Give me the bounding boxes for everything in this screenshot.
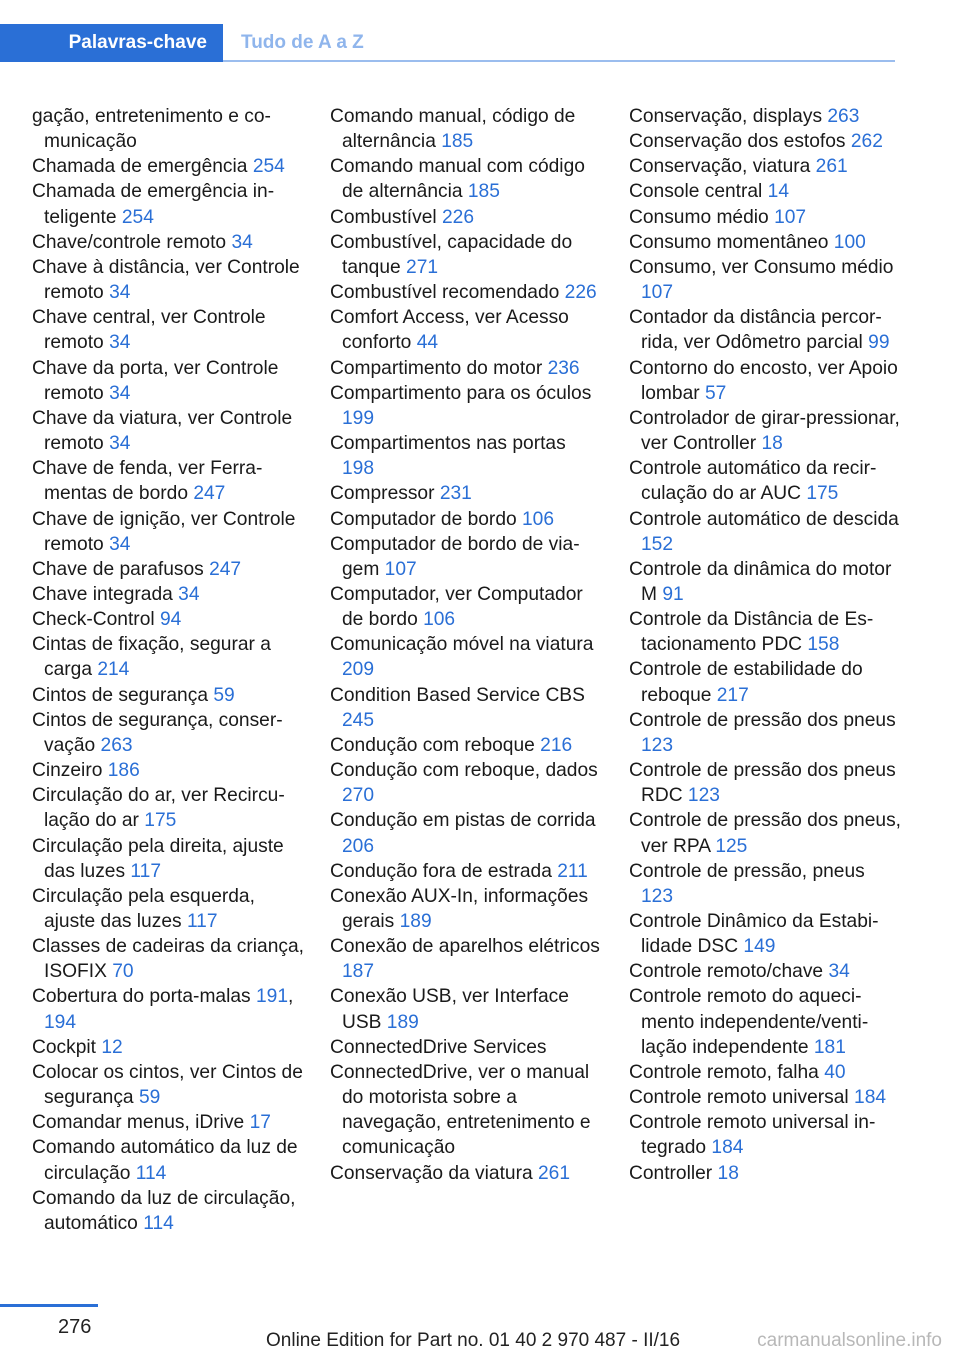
page-link[interactable]: 59 xyxy=(213,684,235,706)
index-entry xyxy=(32,305,304,355)
index-term: Contador da distância percorrida, ver Odômetro parcial xyxy=(629,307,882,354)
index-entry xyxy=(330,507,602,532)
index-term: Controlador de girar-pressionar, ver Controller xyxy=(629,407,900,455)
page-link[interactable]: 206 xyxy=(342,835,375,857)
page-link[interactable]: 34 xyxy=(231,231,253,253)
index-term: ConnectedDrive Services xyxy=(330,1036,547,1058)
index-term: Chave/controle remoto xyxy=(32,231,227,253)
index-term: Consumo, ver Consumo médio xyxy=(629,256,894,278)
page-link[interactable]: 91 xyxy=(662,583,684,605)
index-term: Chamada de emergência xyxy=(32,156,248,178)
index-term: Condução com reboque xyxy=(330,734,535,756)
index-entry xyxy=(629,657,901,707)
page-link[interactable]: 107 xyxy=(384,558,417,580)
index-entry xyxy=(32,834,304,884)
page-link[interactable]: 34 xyxy=(109,382,131,404)
index-entry xyxy=(32,255,304,305)
page-link[interactable]: 211 xyxy=(557,860,588,882)
index-term: Conservação, viatura xyxy=(629,156,811,178)
page-link[interactable]: 184 xyxy=(711,1137,744,1159)
index-entry xyxy=(629,557,901,607)
index-entry xyxy=(629,758,901,808)
index-term: Controle remoto/chave xyxy=(629,961,824,983)
index-term: Consumo momentâneo xyxy=(629,231,829,253)
index-term: Controle de pressão, pneus xyxy=(629,860,865,882)
page-link[interactable]: 107 xyxy=(641,282,674,304)
index-entry xyxy=(629,1110,901,1160)
edition-text: Online Edition for Part no. 01 40 2 970 487 - II/16 xyxy=(266,1330,681,1351)
index-entry xyxy=(629,104,901,129)
index-term: Circulação pela direita, ajuste das luzes xyxy=(32,835,284,882)
header-rule xyxy=(223,60,895,62)
index-entry xyxy=(330,934,602,984)
page-link[interactable]: 125 xyxy=(715,835,748,857)
index-entry xyxy=(330,532,602,582)
index-term: Controle remoto universal integrado xyxy=(629,1112,876,1159)
index-term: Cockpit xyxy=(32,1036,96,1058)
index-entry xyxy=(32,356,304,406)
index-term: ConnectedDrive, ver o manual do motorista sobre a navegação, entretenimento e comunicação xyxy=(330,1061,591,1159)
index-term: Colocar os cintos, ver Cintos de segurança xyxy=(32,1061,303,1109)
index-term: Conexão de aparelhos elétricos xyxy=(330,936,600,958)
page-link[interactable]: 114 xyxy=(135,1162,167,1184)
page-link[interactable]: 40 xyxy=(824,1061,846,1083)
index-entry xyxy=(330,1035,602,1060)
index-entry xyxy=(32,1060,304,1110)
index-entry xyxy=(330,733,602,758)
index-term: Controle da Distância de Estacionamento PDC xyxy=(629,609,874,656)
index-term: Compartimentos nas portas xyxy=(330,433,566,455)
page-link[interactable]: 34 xyxy=(178,583,200,605)
index-entry xyxy=(32,1186,304,1236)
index-term: Circulação pela esquerda, ajuste das luzes xyxy=(32,885,255,932)
index-entry xyxy=(629,959,901,984)
index-entry xyxy=(330,1161,602,1186)
index-term: Computador de bordo xyxy=(330,508,517,530)
index-column-1 xyxy=(32,104,304,1236)
index-entry xyxy=(32,708,304,758)
index-term: Conexão USB, ver Interface USB xyxy=(330,986,569,1033)
index-entry xyxy=(32,783,304,833)
index-entry xyxy=(629,205,901,230)
index-term: Comandar menus, iDrive xyxy=(32,1112,245,1134)
index-term: Computador de bordo de viagem xyxy=(330,533,580,580)
index-term: Cinzeiro xyxy=(32,760,103,782)
index-entry xyxy=(32,456,304,506)
index-term: Controle automático de descida xyxy=(629,508,899,530)
page-link[interactable]: 185 xyxy=(467,181,500,203)
index-term: Condução com reboque, dados xyxy=(330,760,598,782)
index-entry xyxy=(32,582,304,607)
page-link[interactable]: 186 xyxy=(107,760,140,782)
page-link[interactable]: 189 xyxy=(386,1011,419,1033)
index-term: Conservação da viatura xyxy=(330,1162,533,1184)
page-link[interactable]: 175 xyxy=(806,483,839,505)
index-entry xyxy=(32,179,304,229)
index-term: Combustível, capacidade do tanque xyxy=(330,231,573,278)
index-column-3 xyxy=(629,104,901,1186)
index-entry xyxy=(330,758,602,808)
index-term: Console central xyxy=(629,181,763,203)
index-term: Chave de parafusos xyxy=(32,558,204,580)
index-entry xyxy=(32,632,304,682)
index-term: Computador, ver Computador de bordo xyxy=(330,583,583,631)
index-term: Condução fora de estrada xyxy=(330,860,552,882)
index-entry xyxy=(32,1035,304,1060)
page-link[interactable]: 34 xyxy=(109,533,131,555)
page-link[interactable]: 231 xyxy=(439,483,472,505)
index-term: Consumo médio xyxy=(629,206,769,228)
index-term: Chave de ignição, ver Controle remoto xyxy=(32,508,296,555)
index-entry xyxy=(629,305,901,355)
index-entry xyxy=(629,154,901,179)
index-entry xyxy=(629,607,901,657)
index-term: Combustível xyxy=(330,206,437,228)
page-link[interactable]: 114 xyxy=(143,1212,174,1234)
page-link[interactable]: 106 xyxy=(522,508,555,530)
page-link[interactable]: 226 xyxy=(441,206,474,228)
index-entry xyxy=(629,507,901,557)
index-entry xyxy=(32,104,304,154)
index-entry xyxy=(330,632,602,682)
index-entry xyxy=(32,934,304,984)
page-link[interactable]: 34 xyxy=(109,332,131,354)
index-term: Cintas de fixação, segurar a carga xyxy=(32,634,271,681)
page-link[interactable]: 34 xyxy=(828,961,850,983)
page-link[interactable]: 117 xyxy=(186,911,218,932)
page-link[interactable]: 247 xyxy=(209,558,242,580)
page-link[interactable]: 191 xyxy=(255,986,288,1008)
page-link[interactable]: 245 xyxy=(342,709,375,731)
index-entry xyxy=(32,154,304,179)
index-entry xyxy=(32,1135,304,1185)
index-term: gação, entretenimento e comunicação xyxy=(32,106,271,153)
index-entry xyxy=(629,1085,901,1110)
index-entry xyxy=(32,1110,304,1135)
index-entry xyxy=(32,406,304,456)
index-entry xyxy=(629,808,901,858)
index-term: Conexão AUX-In, informações gerais xyxy=(330,885,589,932)
index-term: Controle remoto universal xyxy=(629,1087,849,1109)
page-link[interactable]: 214 xyxy=(97,659,130,681)
index-term: Chave à distância, ver Controle remoto xyxy=(32,256,300,304)
index-term: Controle de pressão dos pneus RDC xyxy=(629,760,896,807)
watermark: carmanualsonline.info xyxy=(757,1330,942,1351)
page-link[interactable]: 12 xyxy=(101,1036,123,1058)
index-term: Compartimento para os óculos xyxy=(330,382,592,404)
page-link[interactable]: 189 xyxy=(399,911,432,932)
index-entry xyxy=(629,406,901,456)
page-link[interactable]: 123 xyxy=(687,785,720,807)
index-entry xyxy=(629,230,901,255)
index-column-2 xyxy=(330,104,602,1186)
page-link[interactable]: 59 xyxy=(138,1087,161,1109)
index-term: Comando manual, código de alternância xyxy=(330,106,576,153)
index-entry xyxy=(330,683,602,733)
tab-tudo-de-a-a-z[interactable]: Tudo de A a Z xyxy=(241,32,364,53)
tab-palavras-chave[interactable]: Palavras-chave xyxy=(0,24,223,62)
index-entry xyxy=(330,230,602,280)
index-entry xyxy=(330,154,602,204)
index-entry xyxy=(330,104,602,154)
index-term: Conservação dos estofos xyxy=(629,131,846,153)
index-entry xyxy=(32,758,304,783)
page-link[interactable]: 123 xyxy=(641,885,674,907)
index-entry xyxy=(330,808,602,858)
page-link[interactable]: 34 xyxy=(109,282,131,304)
index-entry: Cobertura do porta-malas 191, 194 xyxy=(32,986,294,1033)
page-link[interactable]: 194 xyxy=(44,1011,77,1033)
index-entry xyxy=(32,557,304,582)
index-term: Compressor xyxy=(330,483,435,505)
index-term: Comando da luz de circulação, automático xyxy=(32,1187,296,1234)
index-term: Conservação, displays xyxy=(629,106,823,127)
index-term: Compartimento do motor xyxy=(330,357,543,379)
page-link[interactable]: 57 xyxy=(705,382,727,404)
page-link[interactable]: 184 xyxy=(854,1087,887,1109)
index-term: Contorno do encosto, ver Apoio lombar xyxy=(629,357,898,404)
index-entry xyxy=(330,305,602,355)
index-term: Cintos de segurança xyxy=(32,684,208,706)
page-link[interactable]: 262 xyxy=(850,131,883,153)
page-link[interactable]: 107 xyxy=(774,206,807,228)
index-entry xyxy=(32,230,304,255)
index-entry xyxy=(629,456,901,506)
page-link[interactable]: 117 xyxy=(130,860,161,882)
index-entry xyxy=(629,179,901,204)
index-entry xyxy=(629,255,901,305)
page-link[interactable]: 209 xyxy=(342,659,375,681)
index-term: Controle remoto do aquecimento independente/ventilação independente xyxy=(629,986,869,1058)
index-entry xyxy=(330,481,602,506)
index-entry xyxy=(32,607,304,632)
index-term: Classes de cadeiras da criança, ISOFIX xyxy=(32,936,304,983)
index-term: Check-Control xyxy=(32,609,155,631)
index-term: Controller xyxy=(629,1162,713,1184)
page-link[interactable]: 94 xyxy=(159,609,182,631)
page-link[interactable]: 236 xyxy=(547,357,580,379)
page-link[interactable]: 216 xyxy=(540,734,573,756)
page-link[interactable]: 152 xyxy=(641,533,674,555)
index-entry xyxy=(330,431,602,481)
index-entry xyxy=(629,984,901,1059)
index-entry xyxy=(330,356,602,381)
index-term: Combustível recomendado xyxy=(330,282,560,304)
index-term: Comfort Access, ver Acesso conforto xyxy=(330,307,569,354)
index-term: Cintos de segurança, conservação xyxy=(32,709,283,756)
page-link[interactable]: 100 xyxy=(833,231,866,253)
index-term: Condução em pistas de corrida xyxy=(330,810,596,832)
page-link[interactable]: 34 xyxy=(109,433,131,455)
index-term: Controle de pressão dos pneus xyxy=(629,709,896,731)
index-term: Chave da porta, ver Controle remoto xyxy=(32,357,279,404)
page-header xyxy=(0,24,895,62)
index-entry xyxy=(330,859,602,884)
index-term: Cobertura do porta-malas xyxy=(32,986,251,1008)
index-term: Controle da dinâmica do motor M xyxy=(629,558,892,605)
index-entry xyxy=(330,280,602,305)
index-term: Chave de fenda, ver Ferramentas de bordo xyxy=(32,458,263,505)
index-term: Condition Based Service CBS xyxy=(330,684,585,706)
page-link[interactable]: 263 xyxy=(827,106,860,127)
index-term: Comunicação móvel na viatura xyxy=(330,634,594,656)
index-term: Controle automático da recirculação do ar AUC xyxy=(629,458,877,505)
page-link[interactable]: 187 xyxy=(342,961,375,983)
index-term: Chave central, ver Controle remoto xyxy=(32,307,266,354)
page-link[interactable]: 263 xyxy=(100,734,133,756)
index-entry xyxy=(629,129,901,154)
index-entry xyxy=(629,909,901,959)
footer-rule xyxy=(0,1304,98,1307)
page-link[interactable]: 198 xyxy=(342,458,375,480)
index-entry xyxy=(330,205,602,230)
page-link[interactable]: 261 xyxy=(538,1162,571,1184)
page-number: 276 xyxy=(58,1316,92,1338)
page-link[interactable]: 226 xyxy=(564,282,597,304)
page-link[interactable]: 18 xyxy=(717,1162,739,1184)
index-term: Controle Dinâmico da Estabilidade DSC xyxy=(629,911,879,958)
index-term: Controle de pressão dos pneus, ver RPA xyxy=(629,810,901,857)
page-link[interactable]: 247 xyxy=(193,483,226,505)
page-link[interactable]: 270 xyxy=(342,785,375,807)
page-link[interactable]: 17 xyxy=(249,1112,271,1134)
page-link[interactable]: 185 xyxy=(441,131,474,153)
index-entry xyxy=(330,381,602,431)
index-entry xyxy=(629,708,901,758)
page-link[interactable]: 261 xyxy=(815,156,848,178)
index-term: Comando automático da luz de circulação xyxy=(32,1137,298,1184)
index-term: Comando manual com código de alternância xyxy=(330,156,585,203)
page-link[interactable]: 175 xyxy=(144,810,177,832)
index-term: Chave da viatura, ver Controle remoto xyxy=(32,407,293,455)
index-term: Chave integrada xyxy=(32,583,173,605)
index-entry xyxy=(32,683,304,708)
index-entry xyxy=(629,1060,901,1085)
page-link[interactable]: 106 xyxy=(423,609,456,631)
index-entry xyxy=(330,582,602,632)
page-link[interactable]: 70 xyxy=(112,961,134,983)
page-link[interactable]: 158 xyxy=(807,634,840,656)
index-entry xyxy=(629,356,901,406)
index-entry xyxy=(32,507,304,557)
index-term: Chamada de emergência inteligente xyxy=(32,181,275,228)
page-link[interactable]: 18 xyxy=(761,433,783,455)
index-entry xyxy=(629,859,901,909)
page-link[interactable]: 254 xyxy=(121,206,154,228)
page-link[interactable]: 254 xyxy=(252,156,285,178)
page-link[interactable]: 14 xyxy=(767,181,790,203)
index-entry xyxy=(330,984,602,1034)
page-link[interactable]: 99 xyxy=(868,332,890,354)
index-term: Controle remoto, falha xyxy=(629,1061,819,1083)
page-link[interactable]: 149 xyxy=(743,936,776,958)
index-term: Controle de estabilidade do reboque xyxy=(629,659,863,706)
page-link[interactable]: 271 xyxy=(406,256,439,278)
page-link[interactable]: 181 xyxy=(813,1036,846,1058)
page-link[interactable]: 199 xyxy=(342,407,375,429)
index-term: Circulação do ar, ver Recirculação do ar xyxy=(32,785,285,832)
index-entry xyxy=(32,884,304,934)
index-entry xyxy=(330,1060,602,1161)
page-link[interactable]: 217 xyxy=(716,684,749,706)
index-entry xyxy=(330,884,602,934)
page-link[interactable]: 44 xyxy=(416,332,439,354)
page-link[interactable]: 123 xyxy=(641,734,674,756)
index-entry xyxy=(629,1161,901,1186)
